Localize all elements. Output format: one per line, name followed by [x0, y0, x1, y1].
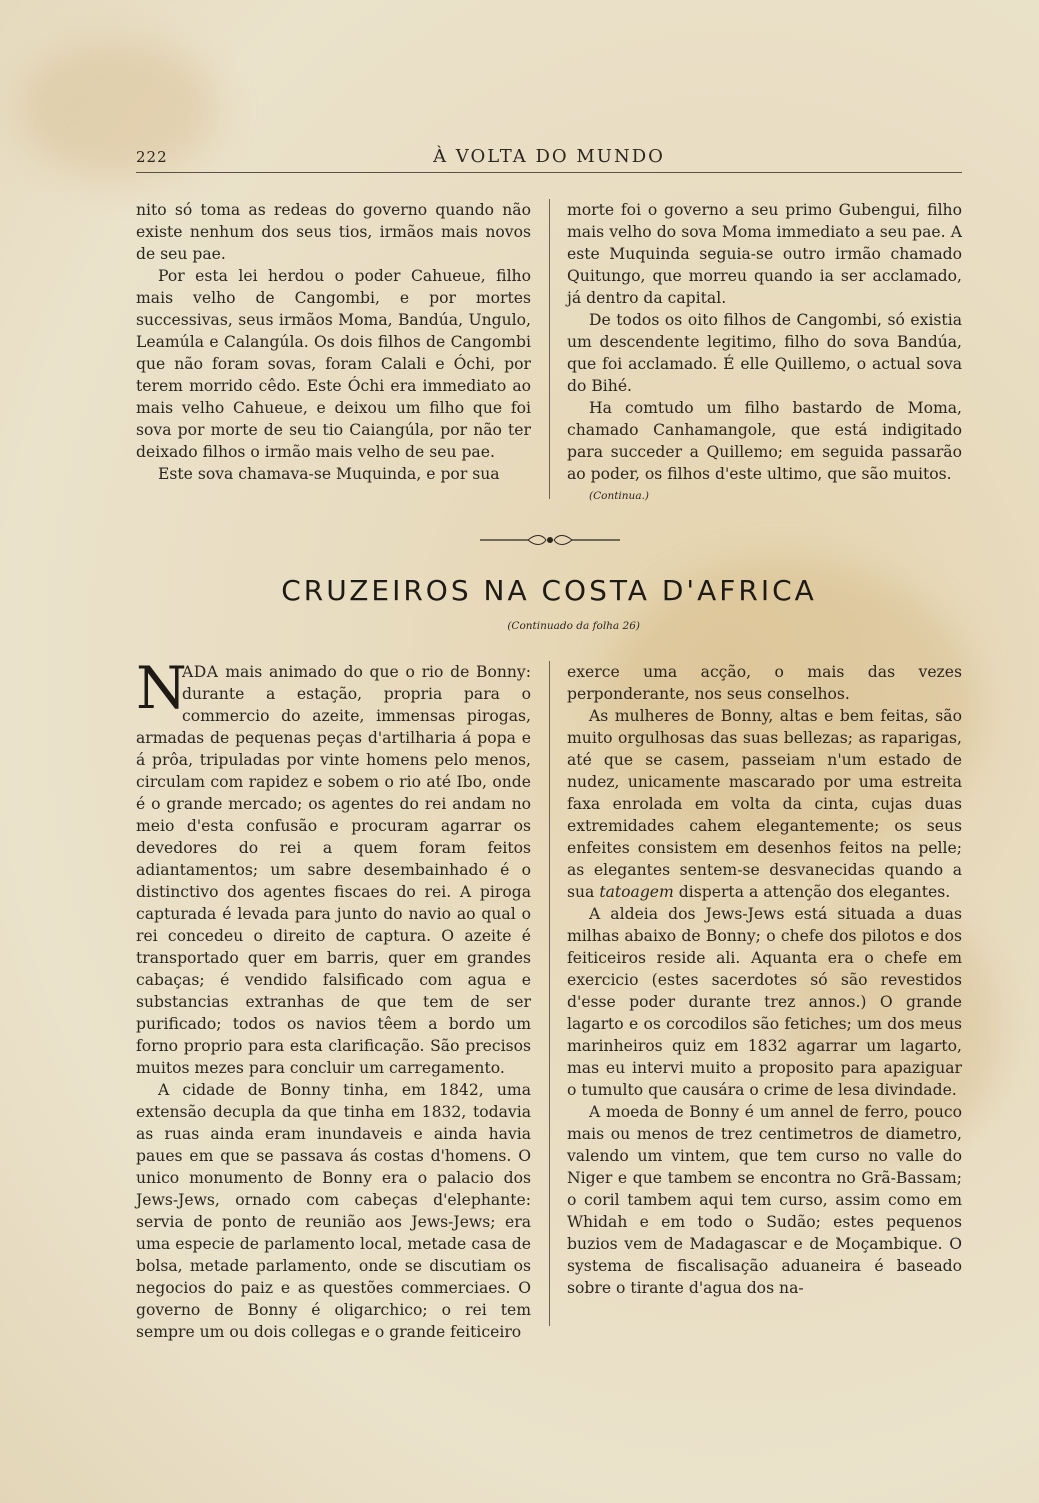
column-divider — [549, 199, 550, 499]
running-title: À VOLTA DO MUNDO — [433, 146, 665, 167]
paragraph: A aldeia dos Jews-Jews está situada a duas milhas abaixo de Bonny; o chefe dos pilotos e dos feiticeiros reside ali. Aquanta era o chefe em exercicio (estes sacerdotes só são revestidos d'esse poder durante trez annos.) O grande lagarto e os corcodilos são fetiches; um dos meus marinheiros quiz em 1832 agarrar um lagarto, mas eu intervi muito a proposito para apaziguar o tumulto que causára o crime de lesa divindade. — [567, 905, 962, 1099]
previous-article-right-column — [567, 199, 962, 507]
paragraph — [567, 705, 962, 903]
column-divider — [549, 661, 550, 1326]
paragraph: Ha comtudo um filho bastardo de Moma, chamado Canhamangole, que está indigitado para succeder a Quillemo; em seguida passarão ao poder, os filhos d'este ultimo, que são muitos. — [567, 399, 962, 483]
page-number: 222 — [136, 148, 168, 166]
paragraph: Este sova chamava-se Muquinda, e por sua — [158, 465, 500, 483]
paragraph-text: As mulheres de Bonny, altas e bem feitas, são muito orgulhosas das suas bellezas; as raparigas, até que se casem, passeiam n'um estado de nudez, unicamente mascarado por uma estreita faxa enrolada em volta da cinta, cujas duas extremidades cahem elegantemente; os seus enfeites consistem em desenhos feitos na pelle; as elegantes sentem-se desvanecidas quando a sua — [567, 707, 962, 901]
section-ornament — [480, 532, 620, 548]
paragraph: A cidade de Bonny tinha, em 1842, uma extensão decupla da que tinha em 1832, todavia as ruas ainda eram inundaveis e ainda havia paues em que se passava ás costas d'homens. O unico monumento de Bonny era o palacio dos Jews-Jews, ornado com cabeças d'elephante: servia de ponto de reunião aos Jews-Jews; era uma especie de parlamento local, metade casa de bolsa, metade parlamento, onde se discutiam os negocios do paiz e as questões commerciaes. O governo de Bonny é oligarchico; o rei tem sempre um ou dois collegas e o grande feiticeiro — [136, 1081, 531, 1341]
opening-text: mais animado do que o rio de Bonny: durante a estação, propria para o commercio do azeite, immensas pirogas, armadas de pequenas peças d'artilharia á popa e á prôa, tripuladas por vinte homens pelo menos, circulam com rapidez e sobem o rio até Ibo, onde é o grande mercado; os agentes do rei andam no meio d'esta confusão e procuram agarrar os devedores do rei a quem foram feitos adiantamentos; um sabre desembainhado é o distinctivo dos agentes fiscaes do rei. A piroga capturada é levada para junto do navio ao qual o rei concedeu o direito de captura. O azeite é transportado quer em barris, quer em grandes cabaças; é vendido falsificado com agua e substancias extranhas de que tem de ser purificado; todos os navios têem a bordo um forno proprio para esta clarificação. São precisos muitos mezes para concluir um carregamento. — [136, 663, 531, 1077]
paragraph: A moeda de Bonny é um annel de ferro, pouco mais ou menos de trez centimetros de diametro, valendo um vintem, que tem curso no valle do Niger e que tambem se encontra no Grã-Bassam; o coril tambem aqui tem curso, assim como em Whidah e em todo o Sudão; estes pequenos buzios vem de Madagascar e de Moçambique. O systema de fiscalisação aduaneira é baseado sobre o tirante d'agua dos na- — [567, 1103, 962, 1297]
paragraph-text: disperta a attenção dos elegantes. — [673, 883, 951, 901]
paragraph: nito só toma as redeas do governo quando não existe nenhum dos seus tios, irmãos mais novos de seu pae. — [136, 201, 531, 263]
paragraph: morte foi o governo a seu primo Gubengui, filho mais velho do sova Moma immediato a seu pae. A este Muquinda seguia-se outro irmão chamado Quitungo, que morreu quando ia ser acclamado, já dentro da capital. — [567, 201, 962, 307]
continua-note: (Continua.) — [589, 490, 650, 502]
drop-cap: N — [136, 654, 187, 722]
opening-word: ADA — [182, 663, 219, 681]
italic-term: tatoagem — [599, 883, 674, 901]
paragraph: Por esta lei herdou o poder Cahueue, filho mais velho de Cangombi, e por mortes successivas, seus irmãos Moma, Bandúa, Ungulo, Leamúla e Calangúla. Os dois filhos de Cangombi que não foram sovas, foram Calali e Óchi, por terem morrido cêdo. Este Óchi era immediato ao mais velho Cahueue, e deixou um filho que foi sova por morte de seu tio Caiangúla, por não ter deixado filhos o irmão mais velho de seu pae. — [136, 267, 531, 461]
paragraph: De todos os oito filhos de Cangombi, só existia um descendente legitimo, filho do sova Bandúa, que foi acclamado. É elle Quillemo, o actual sova do Bihé. — [567, 311, 962, 395]
paragraph: exerce uma acção, o mais das vezes perponderante, nos seus conselhos. — [567, 663, 962, 703]
article-left-column — [136, 654, 531, 1343]
article-right-column — [567, 661, 962, 1299]
article-title: CRUZEIROS NA COSTA D'AFRICA — [281, 574, 817, 607]
article-subtitle: (Continuado da folha 26) — [507, 620, 640, 632]
page-header — [136, 146, 962, 173]
opening-paragraph — [136, 654, 531, 1079]
previous-article-left-column — [136, 199, 531, 485]
